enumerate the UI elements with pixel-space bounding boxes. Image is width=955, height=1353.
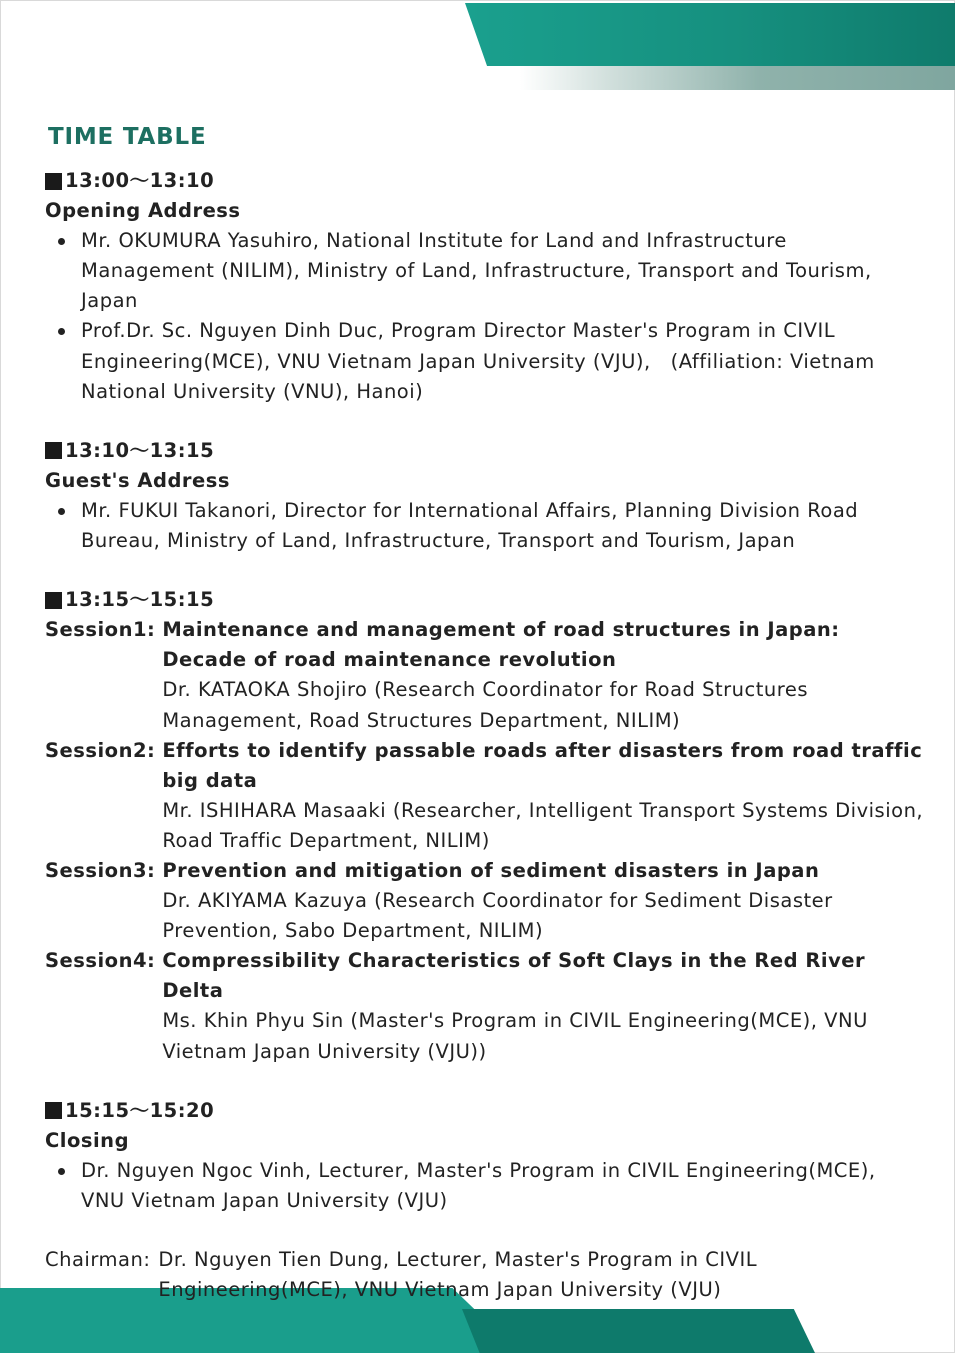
square-bullet-icon xyxy=(45,442,62,459)
speaker-list xyxy=(45,496,925,556)
session-label: Session3: xyxy=(45,858,156,882)
block-heading: Closing xyxy=(45,1128,130,1152)
time-slot xyxy=(45,436,925,466)
time-slot xyxy=(45,166,925,196)
square-bullet-icon xyxy=(45,173,62,190)
session-speaker: Ms. Khin Phyu Sin (Master's Program in CIVIL Engineering(MCE), VNU Vietnam Japan University (VJU)) xyxy=(162,1009,868,1063)
session-3 xyxy=(45,856,925,946)
square-bullet-icon xyxy=(45,1102,62,1119)
session-label: Session4: xyxy=(45,949,156,973)
schedule-block-guest xyxy=(45,436,925,556)
time-slot xyxy=(45,1096,925,1126)
block-heading: Opening Address xyxy=(45,199,241,223)
footer-decoration-dark xyxy=(462,1309,815,1353)
session-label: Session2: xyxy=(45,738,156,762)
chairman xyxy=(45,1245,925,1305)
header-decoration-fade xyxy=(520,66,955,90)
schedule-block-closing xyxy=(45,1096,925,1216)
speaker-item: Dr. Nguyen Ngoc Vinh, Lecturer, Master's Program in CIVIL Engineering(MCE), VNU Vietnam Japan University (VJU) xyxy=(45,1156,925,1216)
session-4 xyxy=(45,946,925,1066)
time-text: 13:15〜15:15 xyxy=(65,588,215,612)
session-title: Prevention and mitigation of sediment disasters in Japan xyxy=(162,858,820,882)
session-speaker: Dr. AKIYAMA Kazuya (Research Coordinator for Sediment Disaster Prevention, Sabo Department, NILIM) xyxy=(162,889,833,943)
square-bullet-icon xyxy=(45,592,62,609)
session-title: Efforts to identify passable roads after disasters from road traffic big data xyxy=(162,738,923,792)
session-1 xyxy=(45,615,925,735)
time-text: 13:00〜13:10 xyxy=(65,169,215,192)
time-slot xyxy=(45,585,925,615)
session-title: Maintenance and management of road structures in Japan: Decade of road maintenance revolution xyxy=(162,618,840,672)
session-speaker: Mr. ISHIHARA Masaaki (Researcher, Intelligent Transport Systems Division, Road Traffic Department, NILIM) xyxy=(162,798,924,852)
session-title: Compressibility Characteristics of Soft Clays in the Red River Delta xyxy=(162,949,866,1003)
speaker-list xyxy=(45,226,925,407)
time-text: 13:10〜13:15 xyxy=(65,438,215,462)
session-2 xyxy=(45,736,925,856)
time-text: 15:15〜15:20 xyxy=(65,1098,215,1122)
speaker-item: Mr. OKUMURA Yasuhiro, National Institute for Land and Infrastructure Management (NILIM), Ministry of Land, Infrastructure, Transport and Tourism, Japan xyxy=(45,226,925,316)
block-heading: Guest's Address xyxy=(45,468,230,492)
chairman-text: Dr. Nguyen Tien Dung, Lecturer, Master's Program in CIVIL Engineering(MCE), VNU Vietnam Japan University (VJU) xyxy=(158,1248,758,1302)
session-label: Session1: xyxy=(45,618,156,642)
schedule-block-sessions xyxy=(45,585,925,1067)
session-speaker: Dr. KATAOKA Shojiro (Research Coordinator for Road Structures Management, Road Structures Department, NILIM) xyxy=(162,678,808,732)
speaker-list xyxy=(45,1156,925,1216)
speaker-item: Prof.Dr. Sc. Nguyen Dinh Duc, Program Director Master's Program in CIVIL Engineering(MCE), VNU Vietnam Japan University (VJU), (Affiliation: Vietnam National University (VNU), Hanoi) xyxy=(45,316,925,406)
timetable-content xyxy=(45,118,925,1305)
header-decoration-band xyxy=(465,3,955,66)
chairman-label: Chairman: xyxy=(45,1248,151,1271)
page-title: TIME TABLE xyxy=(48,124,207,150)
speaker-item: Mr. FUKUI Takanori, Director for International Affairs, Planning Division Road Bureau, Ministry of Land, Infrastructure, Transport and Tourism, Japan xyxy=(45,496,925,556)
schedule-block-opening xyxy=(45,166,925,407)
